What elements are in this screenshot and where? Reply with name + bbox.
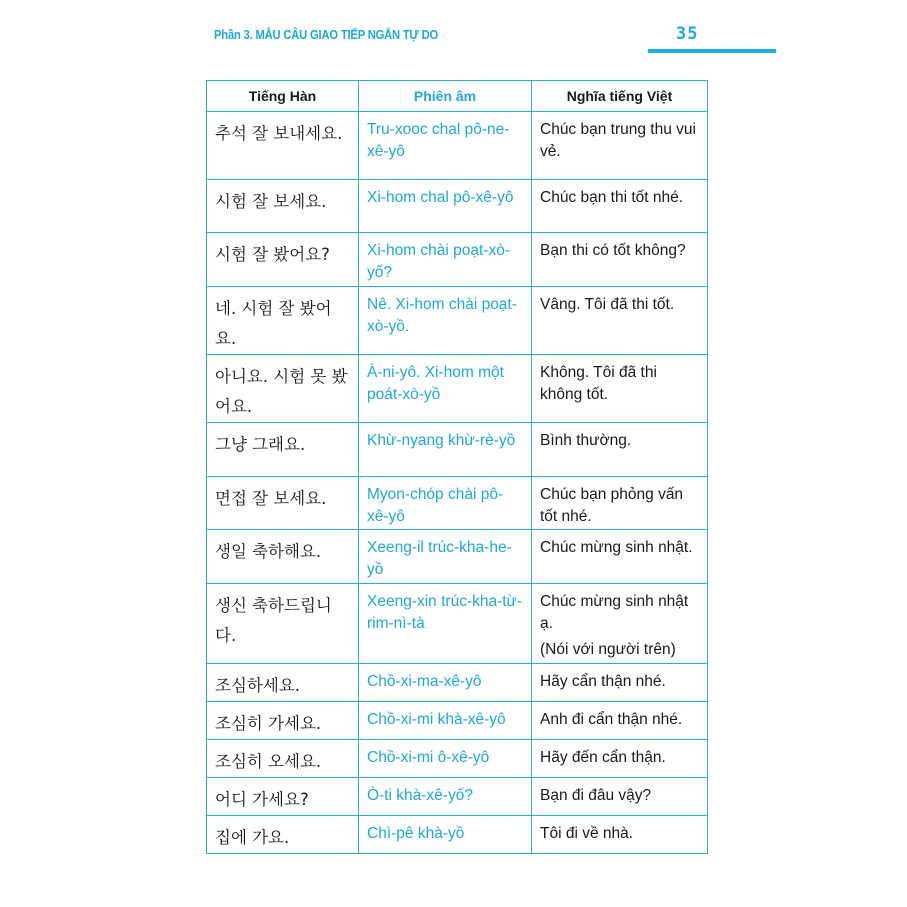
pronunciation-cell: Xi-hom chài poạt-xò-yố? — [359, 233, 532, 287]
korean-cell: 네. 시험 잘 봤어요. — [207, 287, 359, 355]
header-rule — [648, 49, 776, 53]
pronunciation-cell: Nê. Xi-hom chài poạt-xò-yồ. — [359, 287, 532, 355]
vietnamese-cell — [532, 584, 708, 664]
vietnamese-cell: Chúc mừng sinh nhật. — [532, 530, 708, 584]
table-row — [207, 477, 708, 530]
korean-cell: 조심하세요. — [207, 664, 359, 702]
column-header-korean: Tiếng Hàn — [207, 81, 359, 112]
vietnamese-cell: Chúc bạn trung thu vui vẻ. — [532, 112, 708, 180]
table-row — [207, 233, 708, 287]
vietnamese-cell: Bạn đi đâu vậy? — [532, 778, 708, 816]
pronunciation-cell: Chồ-xi-mi ô-xê-yô — [359, 740, 532, 778]
table-row — [207, 702, 708, 740]
korean-cell: 생신 축하드립니다. — [207, 584, 359, 664]
korean-cell: 면접 잘 보세요. — [207, 477, 359, 530]
pronunciation-cell: À-ni-yô. Xi-hom một poát-xò-yồ — [359, 355, 532, 423]
vietnamese-cell: Chúc bạn phỏng vấn tốt nhé. — [532, 477, 708, 530]
korean-cell: 시험 잘 보세요. — [207, 180, 359, 233]
column-header-pronunciation: Phiên âm — [359, 81, 532, 112]
page-number: 35 — [676, 24, 699, 44]
pronunciation-cell: Myon-chóp chài pô-xê-yô — [359, 477, 532, 530]
vietnamese-cell: Anh đi cẩn thận nhé. — [532, 702, 708, 740]
korean-cell: 아니요. 시험 못 봤어요. — [207, 355, 359, 423]
korean-cell: 추석 잘 보내세요. — [207, 112, 359, 180]
vietnamese-cell: Bạn thi có tốt không? — [532, 233, 708, 287]
vietnamese-cell: Hãy đến cẩn thận. — [532, 740, 708, 778]
korean-cell: 어디 가세요? — [207, 778, 359, 816]
phrase-table — [206, 80, 708, 854]
table-row — [207, 816, 708, 854]
vietnamese-cell: Vâng. Tôi đã thi tốt. — [532, 287, 708, 355]
pronunciation-cell: Khừ-nyang khừ-rè-yồ — [359, 423, 532, 477]
korean-cell: 조심히 가세요. — [207, 702, 359, 740]
pronunciation-cell: Ò-ti khà-xê-yố? — [359, 778, 532, 816]
usage-note: (Nói với người trên) — [540, 641, 676, 658]
table-row — [207, 740, 708, 778]
table-row — [207, 112, 708, 180]
pronunciation-cell: Xi-hom chal pô-xê-yô — [359, 180, 532, 233]
vietnamese-text: Chúc mừng sinh nhật ạ. — [540, 593, 689, 632]
korean-cell: 그냥 그래요. — [207, 423, 359, 477]
pronunciation-cell: Chì-pê khà-yồ — [359, 816, 532, 854]
table-row — [207, 180, 708, 233]
pronunciation-cell: Tru-xooc chal pô-ne-xê-yô — [359, 112, 532, 180]
pronunciation-cell: Xeeng-xin trúc-kha-từ-rim-nì-tà — [359, 584, 532, 664]
table-row — [207, 778, 708, 816]
vietnamese-cell: Tôi đi về nhà. — [532, 816, 708, 854]
table-row — [207, 584, 708, 664]
korean-cell: 조심히 오세요. — [207, 740, 359, 778]
pronunciation-cell: Xeeng-il trúc-kha-he-yồ — [359, 530, 532, 584]
table-row — [207, 664, 708, 702]
column-header-vietnamese: Nghĩa tiếng Việt — [532, 81, 708, 112]
vietnamese-cell: Bình thường. — [532, 423, 708, 477]
korean-cell: 집에 가요. — [207, 816, 359, 854]
table-row — [207, 423, 708, 477]
table-header-row — [207, 81, 708, 112]
korean-cell: 생일 축하해요. — [207, 530, 359, 584]
section-title: Phần 3. MẪU CÂU GIAO TIẾP NGẮN TỰ DO — [214, 27, 439, 42]
vietnamese-cell: Chúc bạn thi tốt nhé. — [532, 180, 708, 233]
vietnamese-cell: Không. Tôi đã thi không tốt. — [532, 355, 708, 423]
table-row — [207, 287, 708, 355]
korean-cell: 시험 잘 봤어요? — [207, 233, 359, 287]
vietnamese-cell: Hãy cẩn thận nhé. — [532, 664, 708, 702]
pronunciation-cell: Chồ-xi-mi khà-xê-yô — [359, 702, 532, 740]
pronunciation-cell: Chồ-xi-ma-xê-yô — [359, 664, 532, 702]
table-row — [207, 530, 708, 584]
table-row — [207, 355, 708, 423]
